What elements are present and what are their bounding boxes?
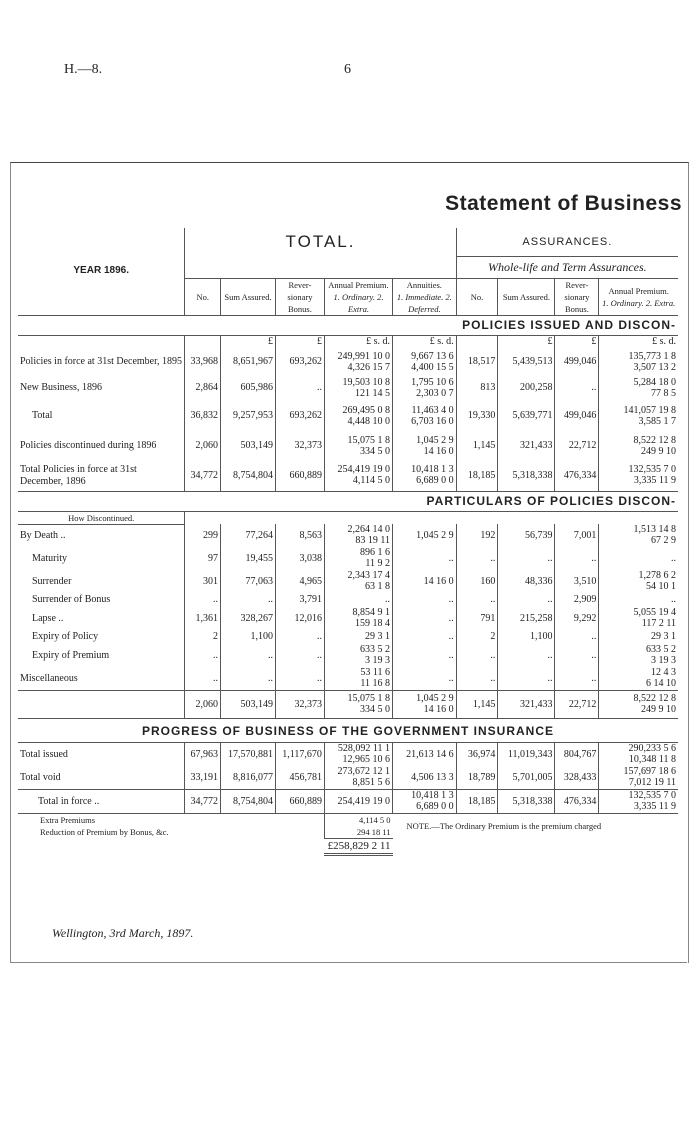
row-label: Total in force .. [38,795,100,807]
a-sum-cell: 56,739 [498,524,555,547]
annuity-cell: .. [393,630,457,644]
no-cell: 34,772 [185,461,221,491]
bonus-cell: .. [275,644,324,667]
table-row [18,431,678,461]
annuity-cell: .. [393,644,457,667]
bonus-cell: 660,889 [275,790,324,814]
bonus-cell: .. [275,667,324,691]
a-sum-cell: 1,100 [498,630,555,644]
table-row [18,644,678,667]
table-row [18,375,678,401]
how-discontinued-label: How Discontinued. [18,511,185,524]
a-sum-cell: .. [498,547,555,570]
annuity-cell: 10,418 1 3 6,689 0 0 [393,790,457,814]
col-annual-premium: Annual Premium. 1. Ordinary. 2. Extra. [324,278,392,315]
grand-total: £258,829 2 11 [324,839,392,855]
col-annuities: Annuities. 1. Immediate. 2. Deferred. [393,278,457,315]
a-bonus-cell: 22,712 [555,691,599,719]
a-premium-cell: 135,773 1 8 3,507 13 2 [599,349,678,375]
no-cell: 97 [185,547,221,570]
a-premium-cell: 8,522 12 8 249 9 10 [599,691,678,719]
section-particulars: PARTICULARS OF POLICIES DISCON- [426,494,676,508]
sum-cell: 8,754,804 [221,461,276,491]
bonus-cell: 32,373 [275,691,324,719]
a-bonus-cell: 9,292 [555,607,599,630]
a-bonus-cell: .. [555,667,599,691]
sum-cell: 503,149 [221,431,276,461]
annuity-cell: .. [393,547,457,570]
bonus-cell: .. [275,375,324,401]
sum-cell: 9,257,953 [221,401,276,431]
a-no-cell: .. [456,593,498,607]
sum-cell: .. [221,667,276,691]
a-no-cell: 18,789 [456,766,498,790]
table-row [18,570,678,593]
a-no-cell: 2 [456,630,498,644]
a-sum-cell: 11,019,343 [498,743,555,767]
a-premium-cell: 8,522 12 8 249 9 10 [599,431,678,461]
a-no-cell: 36,974 [456,743,498,767]
bonus-cell: 3,791 [275,593,324,607]
signature-line: Wellington, 3rd March, 1897. [52,926,194,940]
extra-premiums-label: Extra Premiums [40,815,96,825]
a-sum-cell: 5,318,338 [498,461,555,491]
annuity-cell: 1,795 10 6 2,303 0 7 [393,375,457,401]
bottom-rule [10,962,687,963]
table-row [18,461,678,491]
a-no-cell: 192 [456,524,498,547]
premium-cell: 19,503 10 8 121 14 5 [324,375,392,401]
premium-cell: 2,343 17 4 63 1 8 [324,570,392,593]
a-premium-cell: 132,535 7 0 3,335 11 9 [599,461,678,491]
a-premium-cell: 5,055 19 4 117 2 11 [599,607,678,630]
no-cell: 67,963 [185,743,221,767]
table-row [18,630,678,644]
a-premium-cell: 141,057 19 8 3,585 1 7 [599,401,678,431]
a-no-cell: 1,145 [456,431,498,461]
bonus-cell: .. [275,630,324,644]
reduction-value: 294 18 11 [324,826,392,839]
a-sum-cell: 321,433 [498,431,555,461]
table-row [18,524,678,547]
no-cell: 2,060 [185,691,221,719]
no-cell: 2 [185,630,221,644]
sum-cell: .. [221,593,276,607]
section-issued: POLICIES ISSUED AND DISCON- [462,318,676,332]
year-header: YEAR 1896. [73,265,129,277]
a-no-cell: 19,330 [456,401,498,431]
table-row [18,593,678,607]
a-premium-cell: 1,278 6 2 54 10 1 [599,570,678,593]
a-premium-cell: 5,284 18 0 77 8 5 [599,375,678,401]
row-label: Maturity [32,552,67,564]
a-no-cell: .. [456,667,498,691]
sum-cell: 8,651,967 [221,349,276,375]
page-title: Statement of Business [445,192,682,215]
premium-cell: 2,264 14 0 83 19 11 [324,524,392,547]
table-cell [18,691,185,719]
bonus-cell: 693,262 [275,349,324,375]
row-label: Surrender [32,575,72,587]
a-no-cell: 18,517 [456,349,498,375]
a-sum-cell: 5,701,005 [498,766,555,790]
premium-cell: 53 11 6 11 16 8 [324,667,392,691]
a-no-cell: 18,185 [456,790,498,814]
bonus-cell: 4,965 [275,570,324,593]
a-no-cell: .. [456,547,498,570]
annuity-cell: 4,506 13 3 [393,766,457,790]
table-row [18,401,678,431]
no-cell: 2,060 [185,431,221,461]
annuity-cell: 1,045 2 9 [393,524,457,547]
no-cell: 301 [185,570,221,593]
row-label: Policies in force at 31st December, 1895 [20,356,183,367]
a-no-cell: 160 [456,570,498,593]
annuity-cell: 21,613 14 6 [393,743,457,767]
sum-cell: 17,570,881 [221,743,276,767]
a-premium-cell: 132,535 7 0 3,335 11 9 [599,790,678,814]
a-sum-cell: 48,336 [498,570,555,593]
row-label: Expiry of Premium [32,649,110,661]
bonus-cell: 12,016 [275,607,324,630]
premium-cell: 269,495 0 8 4,448 10 0 [324,401,392,431]
row-label: Lapse .. [32,612,64,624]
sum-cell: 77,264 [221,524,276,547]
premium-cell: 249,991 10 0 4,326 15 7 [324,349,392,375]
sum-cell: .. [221,644,276,667]
total-header: TOTAL. [185,228,456,256]
table-row [18,766,678,790]
row-label: Total Policies in force at 31st December, 1896 [20,463,137,487]
unit-label: £ [498,335,555,349]
unit-label: £ s. d. [599,335,678,349]
table-row [18,667,678,691]
bonus-cell: 456,781 [275,766,324,790]
a-premium-cell: 157,697 18 6 7,012 19 11 [599,766,678,790]
col-a-no: No. [456,278,498,315]
a-bonus-cell: 499,046 [555,401,599,431]
a-bonus-cell: 499,046 [555,349,599,375]
annuity-cell: .. [393,667,457,691]
sum-cell: 8,754,804 [221,790,276,814]
no-cell: 299 [185,524,221,547]
sum-cell: 77,063 [221,570,276,593]
no-cell: .. [185,667,221,691]
no-cell: .. [185,644,221,667]
no-cell: 33,191 [185,766,221,790]
section-progress: PROGRESS OF BUSINESS OF THE GOVERNMENT INSURANCE [141,723,555,738]
unit-label: £ [275,335,324,349]
premium-cell: 15,075 1 8 334 5 0 [324,431,392,461]
table-row [18,743,678,767]
a-bonus-cell: .. [555,547,599,570]
a-bonus-cell: 804,767 [555,743,599,767]
sum-cell: 19,455 [221,547,276,570]
a-premium-cell: .. [599,593,678,607]
premium-cell: 254,419 19 0 [324,790,392,814]
a-premium-cell: 633 5 2 3 19 3 [599,644,678,667]
a-premium-cell: 1,513 14 8 67 2 9 [599,524,678,547]
assurances-header: ASSURANCES. [456,228,678,256]
annuity-cell: 1,045 2 9 14 16 0 [393,691,457,719]
annuity-cell: 10,418 1 3 6,689 0 0 [393,461,457,491]
page-number: 6 [344,62,351,77]
row-label: By Death .. [20,529,66,541]
a-bonus-cell: .. [555,630,599,644]
bonus-cell: 1,117,670 [275,743,324,767]
bonus-cell: 32,373 [275,431,324,461]
a-premium-cell: 29 3 1 [599,630,678,644]
a-bonus-cell: 328,433 [555,766,599,790]
a-sum-cell: 215,258 [498,607,555,630]
a-bonus-cell: 22,712 [555,431,599,461]
unit-label: £ [555,335,599,349]
annuity-cell: 14 16 0 [393,570,457,593]
col-a-sum-assured: Sum Assured. [498,278,555,315]
a-sum-cell: 5,318,338 [498,790,555,814]
annuity-cell: 11,463 4 0 6,703 16 0 [393,401,457,431]
a-sum-cell: .. [498,667,555,691]
particulars-total-row [18,691,678,719]
annuity-cell: .. [393,607,457,630]
business-table [18,228,678,856]
bonus-cell: 8,563 [275,524,324,547]
unit-label: £ s. d. [324,335,392,349]
a-no-cell: 813 [456,375,498,401]
a-bonus-cell: .. [555,375,599,401]
col-rev-bonus: Rever-sionary Bonus. [275,278,324,315]
page-ref: H.—8. [64,62,103,77]
premium-cell: 528,092 11 1 12,965 10 6 [324,743,392,767]
no-cell: 34,772 [185,790,221,814]
bonus-cell: 3,038 [275,547,324,570]
premium-cell: 8,854 9 1 159 18 4 [324,607,392,630]
col-no: No. [185,278,221,315]
bonus-cell: 693,262 [275,401,324,431]
premium-cell: 633 5 2 3 19 3 [324,644,392,667]
annuity-cell: 1,045 2 9 14 16 0 [393,431,457,461]
a-bonus-cell: 2,909 [555,593,599,607]
row-label: Total void [20,771,61,783]
premium-cell: .. [324,593,392,607]
row-label: New Business, 1896 [20,382,102,393]
row-label: Policies discontinued during 1896 [20,440,157,451]
progress-note: NOTE.—The Ordinary Premium is the premium charged [406,821,602,832]
unit-label: £ s. d. [393,335,457,349]
row-label: Total issued [20,748,68,760]
row-label: Expiry of Policy [32,631,99,642]
extra-premiums-value: 4,114 5 0 [324,814,392,827]
a-premium-cell: .. [599,547,678,570]
sum-cell: 328,267 [221,607,276,630]
row-label: Surrender of Bonus [32,594,111,605]
no-cell: 36,832 [185,401,221,431]
a-no-cell: .. [456,644,498,667]
annuity-cell: .. [393,593,457,607]
annuity-cell: 9,667 13 6 4,400 15 5 [393,349,457,375]
premium-cell: 29 3 1 [324,630,392,644]
row-label: Miscellaneous [20,672,78,684]
a-bonus-cell: 3,510 [555,570,599,593]
a-sum-cell: 321,433 [498,691,555,719]
premium-cell: 15,075 1 8 334 5 0 [324,691,392,719]
no-cell: 2,864 [185,375,221,401]
a-no-cell: 18,185 [456,461,498,491]
a-premium-cell: 12 4 3 6 14 10 [599,667,678,691]
col-sum-assured: Sum Assured. [221,278,276,315]
no-cell: .. [185,593,221,607]
a-bonus-cell: 476,334 [555,790,599,814]
a-premium-cell: 290,233 5 6 10,348 11 8 [599,743,678,767]
a-sum-cell: .. [498,644,555,667]
sum-cell: 1,100 [221,630,276,644]
unit-label: £ [221,335,276,349]
bonus-cell: 660,889 [275,461,324,491]
table-row [18,547,678,570]
sum-cell: 605,986 [221,375,276,401]
reduction-label: Reduction of Premium by Bonus, &c. [40,827,169,838]
premium-cell: 254,419 19 0 4,114 5 0 [324,461,392,491]
total-row-label: Total [32,410,53,421]
table-row [18,349,678,375]
premium-cell: 273,672 12 1 8,851 5 6 [324,766,392,790]
sum-cell: 503,149 [221,691,276,719]
col-a-rev-bonus: Rever-sionary Bonus. [555,278,599,315]
a-bonus-cell: 476,334 [555,461,599,491]
a-sum-cell: 5,639,771 [498,401,555,431]
sum-cell: 8,816,077 [221,766,276,790]
a-sum-cell: 5,439,513 [498,349,555,375]
a-bonus-cell: 7,001 [555,524,599,547]
a-sum-cell: 200,258 [498,375,555,401]
no-cell: 33,968 [185,349,221,375]
no-cell: 1,361 [185,607,221,630]
a-no-cell: 1,145 [456,691,498,719]
a-bonus-cell: .. [555,644,599,667]
premium-cell: 896 1 6 11 9 2 [324,547,392,570]
table-row [18,607,678,630]
whole-life-header: Whole-life and Term Assurances. [456,256,678,278]
table-row [18,790,678,814]
a-sum-cell: .. [498,593,555,607]
col-a-annual-premium: Annual Premium. 1. Ordinary. 2. Extra. [599,278,678,315]
a-no-cell: 791 [456,607,498,630]
